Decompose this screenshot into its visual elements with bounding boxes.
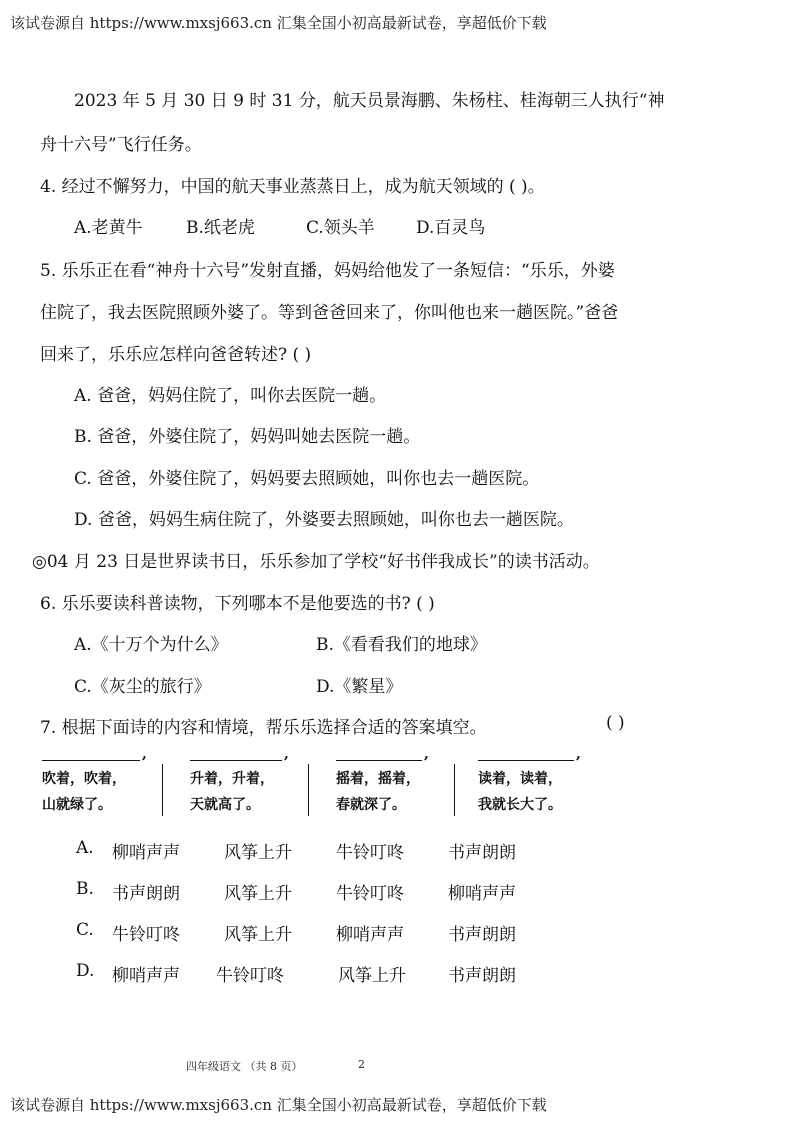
poem-stanza-1-line-2: 山就绿了。 <box>42 797 112 813</box>
poem-blank-comma-1: , <box>142 746 147 762</box>
q5-option-d: D. 爸爸，妈妈生病住院了，外婆要去照顾她，叫你也去一趟医院。 <box>74 510 574 530</box>
poem-divider-1 <box>162 764 163 816</box>
poem-blank-3 <box>336 760 422 761</box>
page-footer-label: 四年级语文 （共 8 页） <box>186 1060 303 1073</box>
page-number: 2 <box>358 1058 365 1071</box>
q7-option-b-letter: B. <box>76 879 94 899</box>
q5-option-b: B. 爸爸，外婆住院了，妈妈叫她去医院一趟。 <box>74 427 421 447</box>
q5-line-2: 住院了，我去医院照顾外婆了。等到爸爸回来了，你叫他也来一趟医院。”爸爸 <box>40 303 619 323</box>
q5-line-1: 5. 乐乐正在看“神舟十六号”发射直播，妈妈给他发了一条短信：“乐乐，外婆 <box>40 261 615 281</box>
q7-option-a-word-4: 书声朗朗 <box>448 843 516 863</box>
intro-line-2: 舟十六号”飞行任务。 <box>40 135 202 155</box>
q7-option-d-word-3: 风筝上升 <box>338 966 406 986</box>
top-banner: 该试卷源自 https://www.mxsj663.cn 汇集全国小初高最新试卷，享超低价下载 <box>10 14 547 32</box>
poem-stanza-4 <box>478 766 562 818</box>
poem-stanza-4-line-1: 读着，读着， <box>478 771 562 787</box>
q7-option-b-word-3: 牛铃叮咚 <box>336 884 404 904</box>
q7-option-d-word-2: 牛铃叮咚 <box>216 966 284 986</box>
q4-option-b: B.纸老虎 <box>186 218 255 238</box>
q4-option-c: C.领头羊 <box>306 218 375 238</box>
q6-option-b: B.《看看我们的地球》 <box>316 635 487 655</box>
q7-option-a-word-3: 牛铃叮咚 <box>336 843 404 863</box>
reading-day-intro: ◎04 月 23 日是世界读书日，乐乐参加了学校“好书伴我成长”的读书活动。 <box>32 552 600 572</box>
poem-stanza-1-line-1: 吹着，吹着， <box>42 771 126 787</box>
q7-option-d-word-1: 柳哨声声 <box>112 966 180 986</box>
q7-option-c-word-1: 牛铃叮咚 <box>112 925 180 945</box>
poem-stanza-3-line-2: 春就深了。 <box>336 797 406 813</box>
poem-stanza-3 <box>336 766 420 818</box>
q7-option-d-word-4: 书声朗朗 <box>448 966 516 986</box>
q6-option-c: C.《灰尘的旅行》 <box>74 677 211 697</box>
q5-line-3: 回来了，乐乐应怎样向爸爸转述? ( ) <box>40 345 312 365</box>
poem-blank-comma-3: , <box>424 746 429 762</box>
poem-divider-3 <box>454 764 455 816</box>
poem-blank-2 <box>190 760 282 761</box>
q7-option-b-word-4: 柳哨声声 <box>448 884 516 904</box>
poem-divider-2 <box>308 764 309 816</box>
poem-blank-comma-2: , <box>284 746 289 762</box>
poem-stanza-2-line-1: 升着，升着， <box>190 771 274 787</box>
q6-option-a: A.《十万个为什么》 <box>74 635 228 655</box>
intro-line-1: 2023 年 5 月 30 日 9 时 31 分，航天员景海鹏、朱杨柱、桂海朝三人执行“神 <box>74 91 665 111</box>
q4-stem: 4. 经过不懈努力，中国的航天事业蒸蒸日上，成为航天领域的 ( )。 <box>40 177 545 197</box>
poem-stanza-1 <box>42 766 126 818</box>
q6-option-d: D.《繁星》 <box>316 677 403 697</box>
bottom-banner: 该试卷源自 https://www.mxsj663.cn 汇集全国小初高最新试卷，享超低价下载 <box>10 1096 547 1114</box>
q7-option-a-word-2: 风筝上升 <box>224 843 292 863</box>
q7-option-c-letter: C. <box>76 920 94 940</box>
q7-option-a-letter: A. <box>76 838 94 858</box>
q7-option-c-word-2: 风筝上升 <box>224 925 292 945</box>
q6-stem: 6. 乐乐要读科普读物，下列哪本不是他要选的书? ( ) <box>40 594 435 614</box>
q7-option-c-word-3: 柳哨声声 <box>336 925 404 945</box>
poem-stanza-4-line-2: 我就长大了。 <box>478 797 562 813</box>
poem-blank-4 <box>478 760 574 761</box>
poem-blank-comma-4: , <box>576 746 581 762</box>
q7-option-b-word-1: 书声朗朗 <box>112 884 180 904</box>
q7-option-a-word-1: 柳哨声声 <box>112 843 180 863</box>
q7-answer-paren: ( ) <box>606 713 625 733</box>
poem-blank-1 <box>42 760 140 761</box>
q7-option-c-word-4: 书声朗朗 <box>448 925 516 945</box>
q5-option-a: A. 爸爸，妈妈住院了，叫你去医院一趟。 <box>74 386 387 406</box>
poem-stanza-3-line-1: 摇着，摇着， <box>336 771 420 787</box>
q7-option-d-letter: D. <box>76 961 95 981</box>
q4-option-d: D.百灵鸟 <box>416 218 486 238</box>
q7-option-b-word-2: 风筝上升 <box>224 884 292 904</box>
q7-stem: 7. 根据下面诗的内容和情境，帮乐乐选择合适的答案填空。 <box>40 718 487 738</box>
poem-stanza-2 <box>190 766 274 818</box>
q5-option-c: C. 爸爸，外婆住院了，妈妈要去照顾她，叫你也去一趟医院。 <box>74 469 540 489</box>
poem-stanza-2-line-2: 天就高了。 <box>190 797 260 813</box>
q4-option-a: A.老黄牛 <box>74 218 143 238</box>
